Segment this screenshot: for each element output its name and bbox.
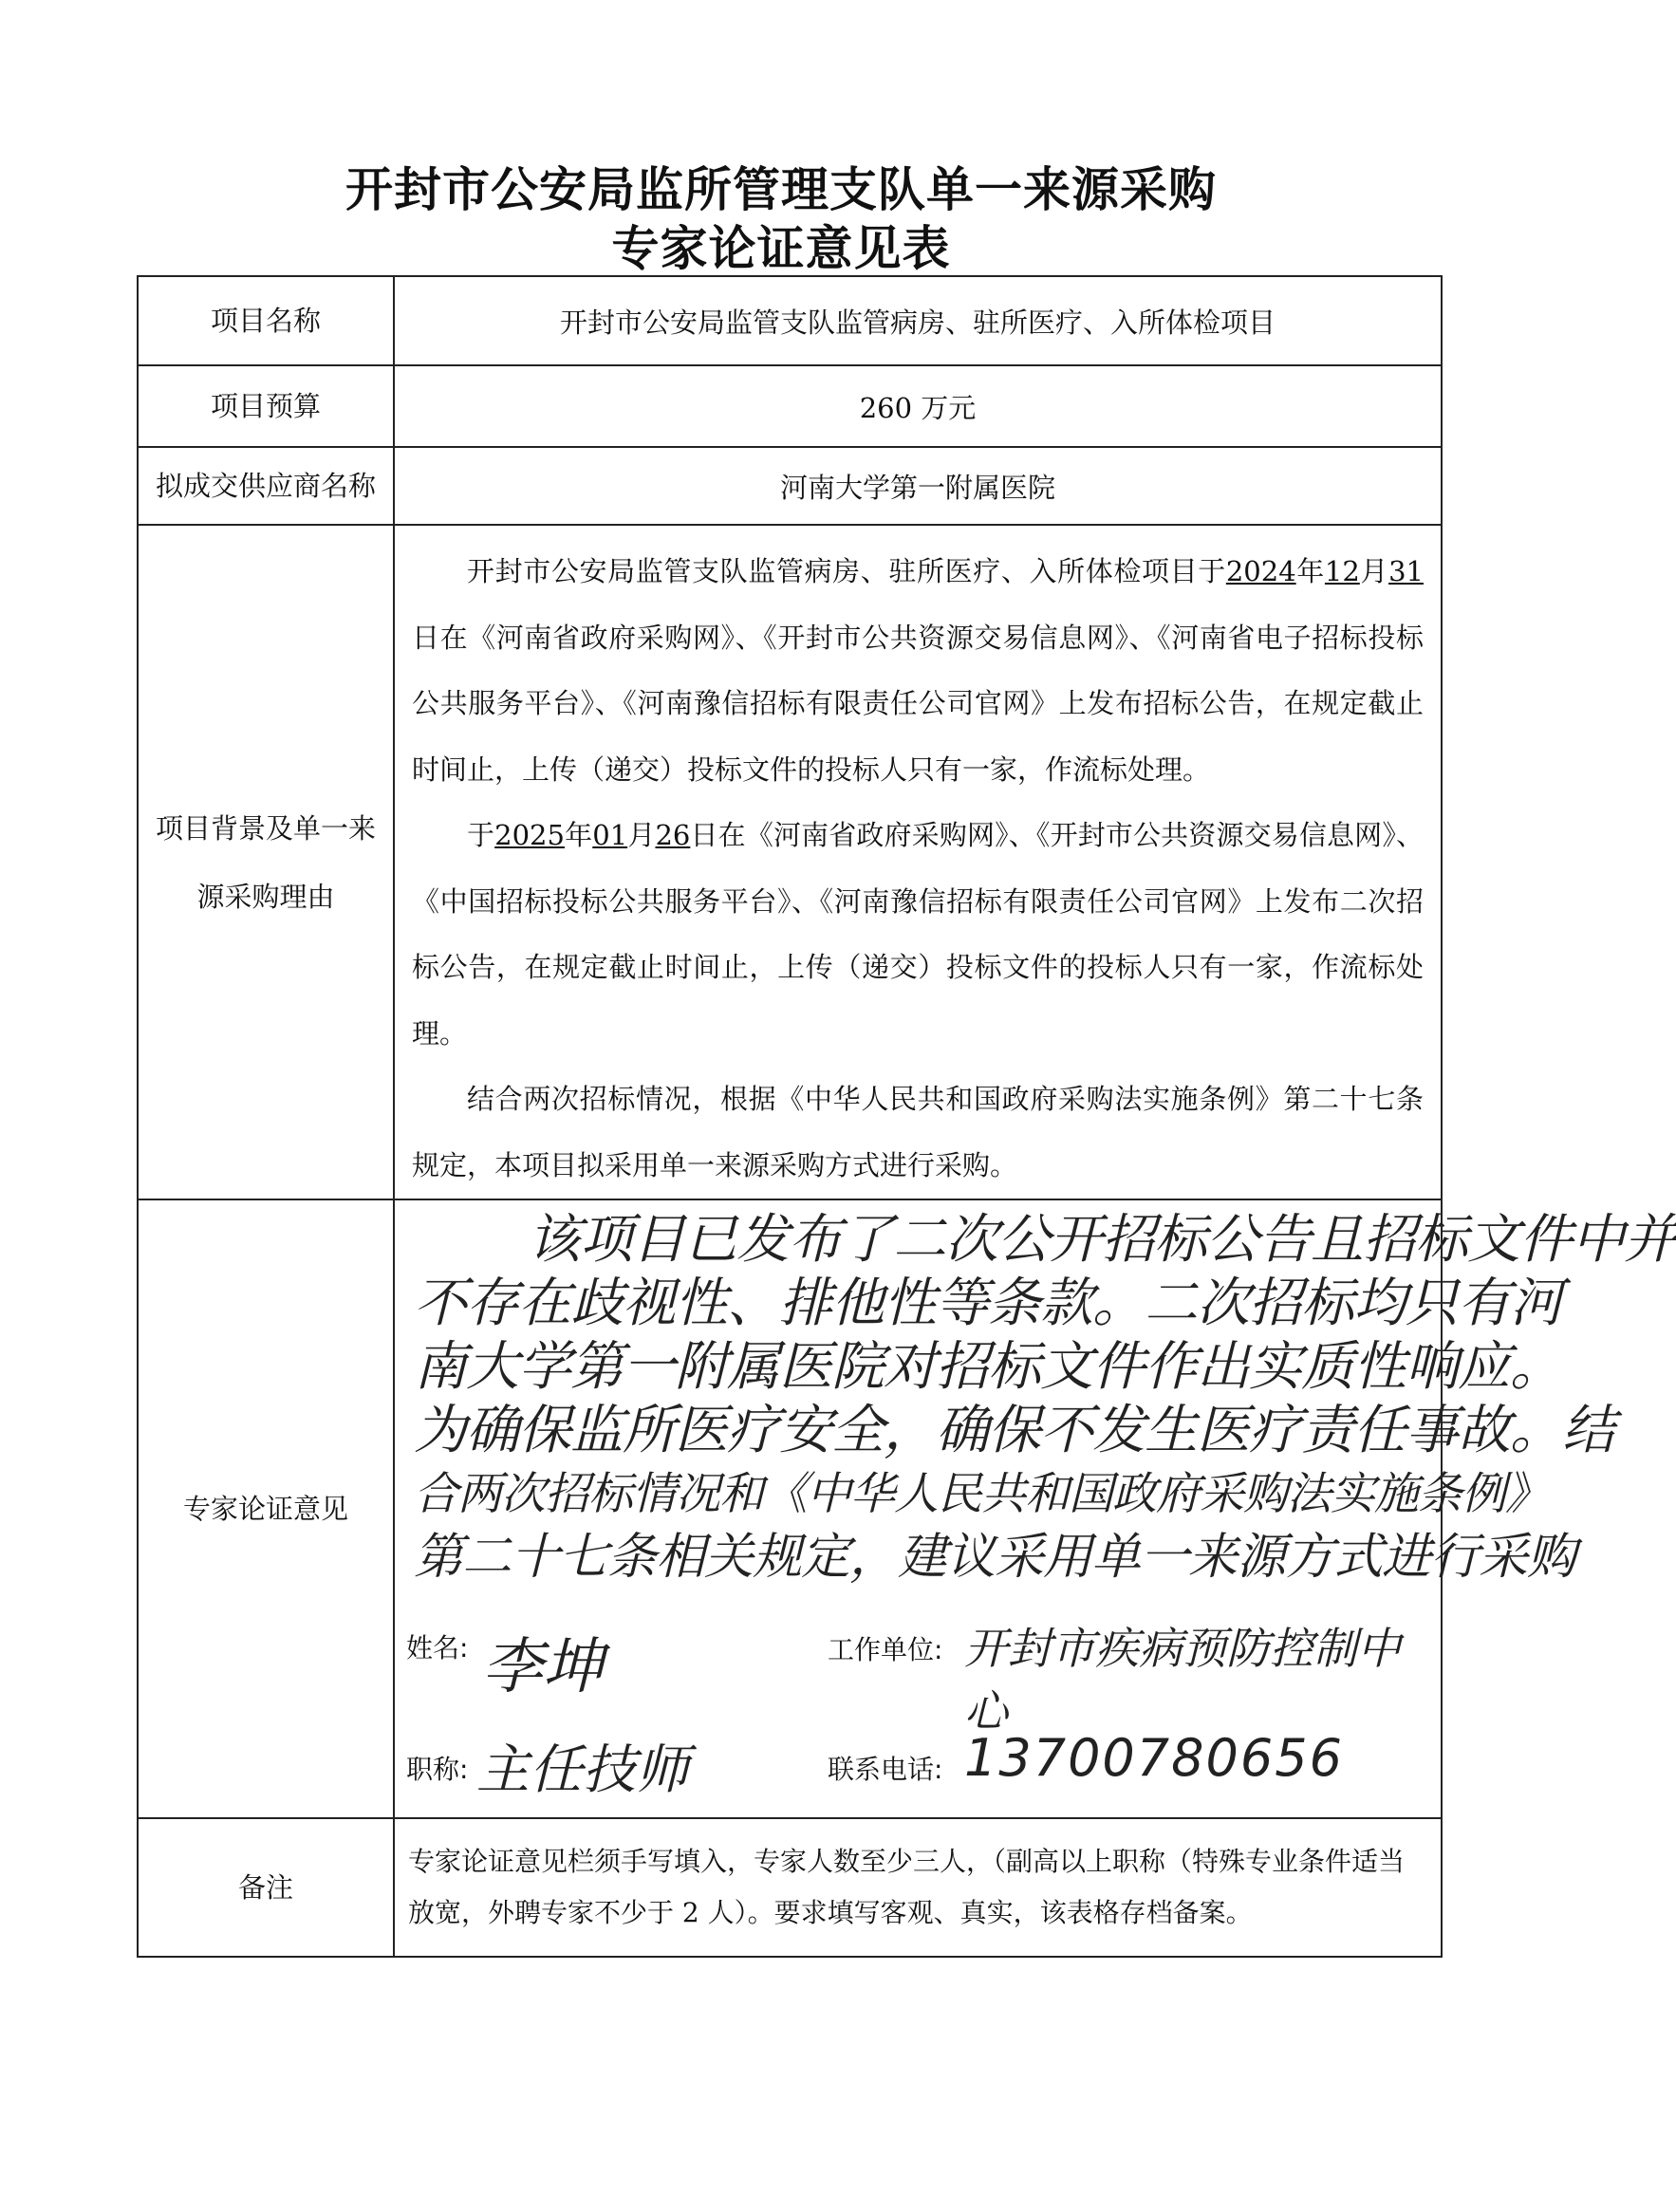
background-paragraph-2: 于2025年01月26日在《河南省政府采购网》、《开封市公共资源交易信息网》、《中国招标投标公共服务平台》、《河南豫信招标有限责任公司官网》上发布二次招标公告，在规定截止时间止，上传（递交）投标文件的投标人只有一家，作流标处理。 [412, 819, 1424, 1050]
background-paragraph-3: 结合两次招标情况，根据《中华人民共和国政府采购法实施条例》第二十七条规定，本项目拟采用单一来源采购方式进行采购。 [412, 1083, 1424, 1181]
remark-label: 备注 [138, 1818, 394, 1957]
background-label [138, 525, 394, 1199]
unit-label: 工作单位: [828, 1634, 943, 1665]
page-subtitle: 专家论证意见表 [611, 221, 951, 276]
background-paragraph-1: 开封市公安局监管支队监管病房、驻所医疗、入所体检项目于2024年12月31日在《河南省政府采购网》、《开封市公共资源交易信息网》、《河南省电子招标投标公共服务平台》、《河南豫信招标有限责任公司官网》上发布招标公告，在规定截止时间止，上传（递交）投标文件的投标人只有一家，作流标处理。 [412, 555, 1424, 786]
phone-handwritten: 13700780656 [964, 1728, 1344, 1788]
handwritten-line: 不存在歧视性、排他性等条款。二次招标均只有河 [414, 1273, 1562, 1334]
expert-opinion-form [137, 275, 1676, 1958]
project-name-value: 开封市公安局监管支队监管病房、驻所医疗、入所体检项目 [394, 276, 1442, 365]
project-name-label: 项目名称 [138, 276, 394, 365]
opinion-content [394, 1199, 1676, 1818]
remark-content [394, 1818, 1442, 1957]
handwritten-line: 为确保监所医疗安全，确保不发生医疗责任事故。结 [414, 1400, 1614, 1461]
supplier-label: 拟成交供应商名称 [138, 447, 394, 525]
background-label-line1: 项目背景及单一来 [155, 811, 376, 845]
title-handwritten: 主任技师 [476, 1739, 689, 1801]
handwritten-line: 第二十七条相关规定，建议采用单一来源方式进行采购 [414, 1529, 1576, 1586]
handwritten-opinion [414, 1208, 1676, 1589]
unit-handwritten: 开封市疾病预防控制中心 [964, 1623, 1401, 1737]
budget-label: 项目预算 [138, 365, 394, 447]
handwritten-line: 该项目已发布了二次公开招标公告且招标文件中并 [528, 1209, 1676, 1271]
name-label: 姓名: [406, 1632, 469, 1664]
name-signature: 李坤 [482, 1632, 604, 1702]
page-title: 开封市公安局监所管理支队单一来源采购 [345, 162, 1217, 217]
budget-value: 260 万元 [394, 365, 1442, 447]
background-label-line2: 源采购理由 [196, 880, 335, 913]
title-label: 职称: [406, 1754, 469, 1785]
supplier-value: 河南大学第一附属医院 [394, 447, 1442, 525]
phone-label: 联系电话: [828, 1754, 943, 1785]
opinion-label: 专家论证意见 [138, 1199, 394, 1818]
background-content [394, 525, 1442, 1199]
handwritten-line: 合两次招标情况和《中华人民共和国政府采购法实施条例》 [414, 1468, 1549, 1520]
remark-text: 专家论证意见栏须手写填入，专家人数至少三人，（副高以上职称（特殊专业条件适当放宽，外聘专家不少于 2 人）。要求填写客观、真实，该表格存档备案。 [408, 1846, 1406, 1928]
handwritten-line: 南大学第一附属医院对招标文件作出实质性响应。 [414, 1336, 1562, 1398]
